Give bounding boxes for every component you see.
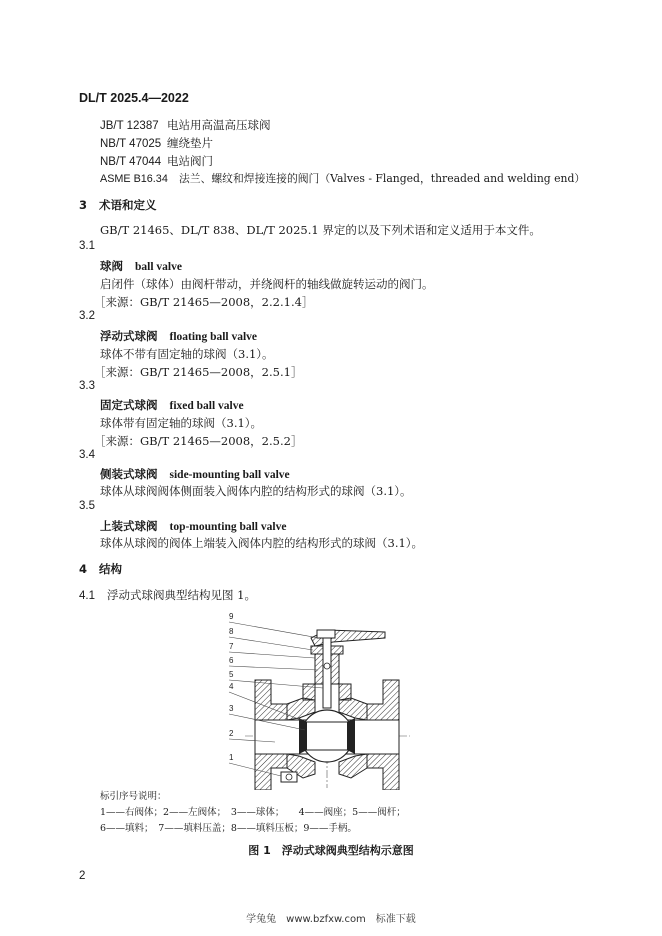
section-heading: 3 术语和定义 (79, 198, 157, 212)
term-definition: 球体带有固定轴的球阀（3.1）。 (100, 416, 263, 430)
term-title: 上装式球阀 top-mounting ball valve (100, 519, 287, 533)
callout-1: 1 (229, 753, 234, 762)
term-title: 固定式球阀 fixed ball valve (100, 398, 244, 412)
callout-8: 8 (229, 627, 234, 636)
term-source: ［来源：GB/T 21465—2008，2.5.1］ (94, 365, 303, 379)
term-title: 浮动式球阀 floating ball valve (100, 329, 258, 343)
reference-item: ASME B16.34 法兰、螺纹和焊接连接的阀门（Valves - Flanged，threaded and welding end） (100, 172, 586, 185)
figure-caption: 图 1 浮动式球阀典型结构示意图 (248, 844, 414, 857)
callout-2: 2 (229, 729, 234, 738)
document-code: DL/T 2025.4—2022 (79, 91, 189, 105)
callout-7: 7 (229, 642, 234, 651)
legend-line: 1——右阀体；2——左阀体； 3——球体； 4——阀座；5——阀杆； (100, 807, 406, 818)
ball-valve-drawing (215, 608, 415, 790)
section-heading: 4 结构 (79, 562, 123, 576)
callout-9: 9 (229, 612, 234, 621)
term-source: ［来源：GB/T 21465—2008，2.2.1.4］ (94, 295, 314, 309)
page-number: 2 (79, 870, 86, 882)
term-definition: 启闭件（球体）由阀杆带动，并绕阀杆的轴线做旋转运动的阀门。 (100, 277, 434, 291)
term-definition: 球体不带有固定轴的球阀（3.1）。 (100, 347, 274, 361)
footer-watermark: 学兔兔 www.bzfxw.com 标准下载 (246, 914, 416, 925)
term-title: 球阀 ball valve (100, 259, 182, 273)
term-definition: 球体从球阀的阀体上端装入阀体内腔的结构形式的球阀（3.1）。 (100, 536, 424, 550)
term-number: 3.1 (79, 240, 95, 252)
term-title: 侧装式球阀 side-mounting ball valve (100, 467, 290, 481)
reference-item: NB/T 47044 电站阀门 (100, 154, 213, 168)
callout-4: 4 (229, 682, 234, 691)
callout-5: 5 (229, 670, 234, 679)
reference-item: JB/T 12387 电站用高温高压球阀 (100, 118, 271, 132)
term-number: 3.5 (79, 500, 95, 512)
term-number: 3.2 (79, 310, 95, 322)
reference-item: NB/T 47025 缠绕垫片 (100, 136, 213, 150)
section-intro: GB/T 21465、DL/T 838、DL/T 2025.1 界定的以及下列术语和定义适用于本文件。 (100, 223, 541, 237)
term-source: ［来源：GB/T 21465—2008，2.5.2］ (94, 434, 303, 448)
callout-3: 3 (229, 704, 234, 713)
term-definition: 球体从球阀阀体侧面装入阀体内腔的结构形式的球阀（3.1）。 (100, 484, 412, 498)
legend-line: 6——填料； 7——填料压盖；8——填料压板；9——手柄。 (100, 823, 357, 834)
callout-6: 6 (229, 656, 234, 665)
term-number: 3.3 (79, 380, 95, 392)
clause-4-1: 4.1 浮动式球阀典型结构见图 1。 (79, 588, 256, 602)
term-number: 3.4 (79, 449, 95, 461)
legend-title: 标引序号说明： (100, 791, 167, 802)
